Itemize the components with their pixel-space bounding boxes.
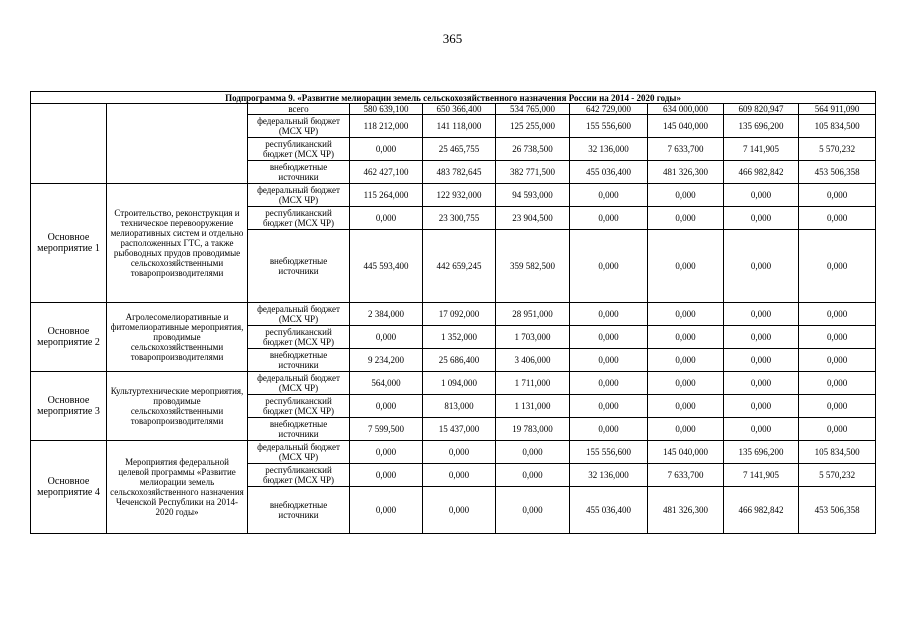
- value-cell: 0,000: [724, 418, 799, 441]
- value-cell: 0,000: [570, 395, 648, 418]
- value-cell: 0,000: [350, 464, 423, 487]
- event-name-cell: Основное мероприятие 1: [31, 184, 107, 303]
- value-cell: 0,000: [570, 207, 648, 230]
- value-cell: 0,000: [648, 418, 724, 441]
- value-cell: 155 556,600: [570, 441, 648, 464]
- table-body: [31, 92, 876, 534]
- value-cell: 25 686,400: [423, 349, 496, 372]
- value-cell: 0,000: [724, 372, 799, 395]
- title-row: [31, 92, 876, 104]
- event-row: [31, 184, 876, 207]
- value-cell: 0,000: [570, 418, 648, 441]
- funding-source-cell: республиканский бюджет (МСХ ЧР): [248, 395, 350, 418]
- value-cell: 453 506,358: [799, 161, 876, 184]
- value-cell: 564 911,090: [799, 104, 876, 115]
- value-cell: 122 932,000: [423, 184, 496, 207]
- value-cell: 0,000: [799, 349, 876, 372]
- funding-source-cell: всего: [248, 104, 350, 115]
- value-cell: 650 366,400: [423, 104, 496, 115]
- value-cell: 0,000: [496, 441, 570, 464]
- value-cell: 105 834,500: [799, 441, 876, 464]
- funding-source-cell: федеральный бюджет (МСХ ЧР): [248, 441, 350, 464]
- event-row: [31, 441, 876, 464]
- value-cell: 0,000: [724, 326, 799, 349]
- funding-source-cell: внебюджетные источники: [248, 418, 350, 441]
- value-cell: 25 465,755: [423, 138, 496, 161]
- funding-source-cell: внебюджетные источники: [248, 487, 350, 534]
- value-cell: 481 326,300: [648, 487, 724, 534]
- event-description-cell: Мероприятия федеральной целевой программы «Развитие мелиорации земель сельскохозяйственного назначения Чеченской Республики на 2014-2020 годы»: [107, 441, 248, 534]
- funding-source-cell: республиканский бюджет (МСХ ЧР): [248, 464, 350, 487]
- value-cell: 0,000: [724, 303, 799, 326]
- value-cell: 94 593,000: [496, 184, 570, 207]
- value-cell: 534 765,000: [496, 104, 570, 115]
- value-cell: 0,000: [724, 230, 799, 303]
- value-cell: 155 556,600: [570, 115, 648, 138]
- value-cell: 7 141,905: [724, 464, 799, 487]
- value-cell: 0,000: [570, 303, 648, 326]
- value-cell: 0,000: [648, 184, 724, 207]
- value-cell: 382 771,500: [496, 161, 570, 184]
- value-cell: 0,000: [799, 418, 876, 441]
- value-cell: 642 729,000: [570, 104, 648, 115]
- value-cell: 0,000: [350, 487, 423, 534]
- funding-source-cell: внебюджетные источники: [248, 161, 350, 184]
- value-cell: 0,000: [648, 372, 724, 395]
- value-cell: 0,000: [648, 326, 724, 349]
- funding-source-cell: внебюджетные источники: [248, 349, 350, 372]
- value-cell: 1 703,000: [496, 326, 570, 349]
- value-cell: 564,000: [350, 372, 423, 395]
- value-cell: 0,000: [648, 230, 724, 303]
- value-cell: 1 131,000: [496, 395, 570, 418]
- value-cell: 453 506,358: [799, 487, 876, 534]
- value-cell: 483 782,645: [423, 161, 496, 184]
- funding-source-cell: федеральный бюджет (МСХ ЧР): [248, 303, 350, 326]
- value-cell: 32 136,000: [570, 464, 648, 487]
- value-cell: 9 234,200: [350, 349, 423, 372]
- value-cell: 135 696,200: [724, 115, 799, 138]
- value-cell: 7 633,700: [648, 464, 724, 487]
- value-cell: 7 141,905: [724, 138, 799, 161]
- value-cell: 26 738,500: [496, 138, 570, 161]
- value-cell: 455 036,400: [570, 487, 648, 534]
- value-cell: 5 570,232: [799, 464, 876, 487]
- value-cell: 0,000: [648, 303, 724, 326]
- value-cell: 0,000: [799, 184, 876, 207]
- value-cell: 0,000: [570, 230, 648, 303]
- value-cell: 2 384,000: [350, 303, 423, 326]
- value-cell: 145 040,000: [648, 441, 724, 464]
- value-cell: 580 639,100: [350, 104, 423, 115]
- value-cell: 0,000: [724, 207, 799, 230]
- value-cell: 0,000: [570, 184, 648, 207]
- value-cell: 0,000: [799, 372, 876, 395]
- value-cell: 32 136,000: [570, 138, 648, 161]
- funding-source-cell: республиканский бюджет (МСХ ЧР): [248, 326, 350, 349]
- summary-empty-cell: [31, 104, 107, 184]
- value-cell: 1 094,000: [423, 372, 496, 395]
- value-cell: 23 300,755: [423, 207, 496, 230]
- value-cell: 466 982,842: [724, 487, 799, 534]
- value-cell: 141 118,000: [423, 115, 496, 138]
- value-cell: 0,000: [648, 349, 724, 372]
- value-cell: 0,000: [799, 207, 876, 230]
- value-cell: 0,000: [423, 441, 496, 464]
- value-cell: 634 000,000: [648, 104, 724, 115]
- value-cell: 135 696,200: [724, 441, 799, 464]
- value-cell: 0,000: [648, 395, 724, 418]
- value-cell: 118 212,000: [350, 115, 423, 138]
- value-cell: 0,000: [496, 487, 570, 534]
- value-cell: 1 352,000: [423, 326, 496, 349]
- value-cell: 17 092,000: [423, 303, 496, 326]
- funding-source-cell: республиканский бюджет (МСХ ЧР): [248, 138, 350, 161]
- value-cell: 0,000: [724, 184, 799, 207]
- value-cell: 0,000: [799, 326, 876, 349]
- value-cell: 125 255,000: [496, 115, 570, 138]
- budget-table: [30, 91, 876, 534]
- event-description-cell: Строительство, реконструкция и техническое перевооружение мелиоративных систем и отдельно расположенных ГТС, а также рыбоводных прудов проводимые сельскохозяйственными товаропроизводителями: [107, 184, 248, 303]
- value-cell: 462 427,100: [350, 161, 423, 184]
- value-cell: 466 982,842: [724, 161, 799, 184]
- value-cell: 115 264,000: [350, 184, 423, 207]
- funding-source-cell: федеральный бюджет (МСХ ЧР): [248, 184, 350, 207]
- value-cell: 5 570,232: [799, 138, 876, 161]
- value-cell: 813,000: [423, 395, 496, 418]
- value-cell: 0,000: [724, 349, 799, 372]
- funding-source-cell: республиканский бюджет (МСХ ЧР): [248, 207, 350, 230]
- funding-source-cell: внебюджетные источники: [248, 230, 350, 303]
- summary-empty-cell: [107, 104, 248, 184]
- event-description-cell: Агролесомелиоративные и фитомелиоративные мероприятия, проводимые сельскохозяйственными товаропроизводителями: [107, 303, 248, 372]
- value-cell: 0,000: [570, 372, 648, 395]
- summary-row: [31, 104, 876, 115]
- value-cell: 105 834,500: [799, 115, 876, 138]
- event-name-cell: Основное мероприятие 4: [31, 441, 107, 534]
- value-cell: 15 437,000: [423, 418, 496, 441]
- value-cell: 7 633,700: [648, 138, 724, 161]
- funding-source-cell: федеральный бюджет (МСХ ЧР): [248, 372, 350, 395]
- event-row: [31, 372, 876, 395]
- value-cell: 0,000: [799, 230, 876, 303]
- event-name-cell: Основное мероприятие 3: [31, 372, 107, 441]
- value-cell: 0,000: [799, 395, 876, 418]
- value-cell: 28 951,000: [496, 303, 570, 326]
- value-cell: 0,000: [570, 326, 648, 349]
- value-cell: 3 406,000: [496, 349, 570, 372]
- value-cell: 0,000: [423, 464, 496, 487]
- value-cell: 0,000: [350, 326, 423, 349]
- value-cell: 0,000: [724, 395, 799, 418]
- value-cell: 1 711,000: [496, 372, 570, 395]
- value-cell: 359 582,500: [496, 230, 570, 303]
- value-cell: 145 040,000: [648, 115, 724, 138]
- value-cell: 609 820,947: [724, 104, 799, 115]
- value-cell: 0,000: [799, 303, 876, 326]
- value-cell: 442 659,245: [423, 230, 496, 303]
- value-cell: 0,000: [423, 487, 496, 534]
- value-cell: 0,000: [648, 207, 724, 230]
- value-cell: 0,000: [570, 349, 648, 372]
- value-cell: 445 593,400: [350, 230, 423, 303]
- event-row: [31, 303, 876, 326]
- value-cell: 7 599,500: [350, 418, 423, 441]
- value-cell: 481 326,300: [648, 161, 724, 184]
- event-description-cell: Культуртехнические мероприятия, проводимые сельскохозяйственными товаропроизводителями: [107, 372, 248, 441]
- value-cell: 0,000: [350, 138, 423, 161]
- event-name-cell: Основное мероприятие 2: [31, 303, 107, 372]
- value-cell: 455 036,400: [570, 161, 648, 184]
- funding-source-cell: федеральный бюджет (МСХ ЧР): [248, 115, 350, 138]
- value-cell: 0,000: [350, 207, 423, 230]
- table-title: Подпрограмма 9. «Развитие мелиорации земель сельскохозяйственного назначения России на 2014 - 2020 годы»: [31, 92, 876, 104]
- value-cell: 0,000: [350, 395, 423, 418]
- value-cell: 23 904,500: [496, 207, 570, 230]
- value-cell: 0,000: [350, 441, 423, 464]
- value-cell: 19 783,000: [496, 418, 570, 441]
- value-cell: 0,000: [496, 464, 570, 487]
- page-number: 365: [442, 31, 463, 46]
